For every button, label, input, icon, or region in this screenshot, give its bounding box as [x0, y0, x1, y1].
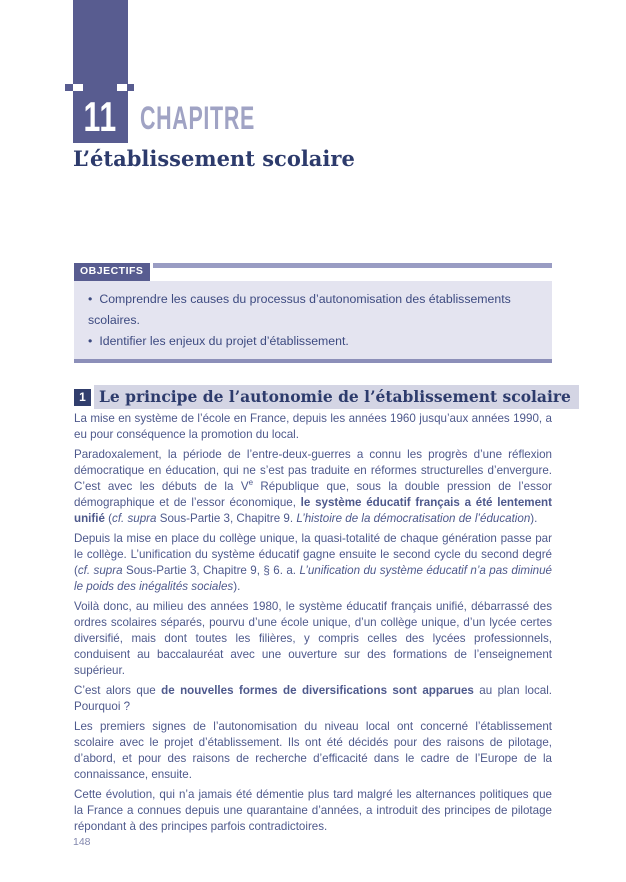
chapter-number-box	[73, 91, 128, 143]
page-number: 148	[73, 836, 91, 848]
paragraph: Cette évolution, qui n’a jamais été démentie plus tard malgré les alternances politiques que la France a connues depuis une quarantaine d’années, a introduit des principes de pilotage répondant à des principes parfois contradictoires.	[74, 788, 552, 833]
chapter-band-notch-left	[65, 84, 73, 91]
chapter-label: CHAPITRE	[140, 100, 255, 136]
chapter-number: 11	[83, 93, 118, 140]
paragraph: La mise en système de l’école en France, depuis les années 1960 jusqu’aux années 1990, a eu pour conséquence la promotion du local.	[74, 412, 552, 441]
paragraph: Paradoxalement, la période de l’entre-deux-guerres a connu les progrès d’une réflexion démocratique en éducation, qui ne s’est pas traduite en réformes structurelles d’envergure. C’est avec les débuts de la Ve République que, sous la double pression de l’essor démographique et de l’essor économique, le système éducatif français a été lentement unifié (cf. supra Sous-Partie 3, Chapitre 9. L’histoire de la démocratisation de l’éducation).	[74, 448, 552, 525]
chapter-title: L’établissement scolaire	[73, 146, 355, 171]
objectives-tab-label: OBJECTIFS	[74, 263, 150, 281]
objectives-strip-decoration	[153, 263, 552, 268]
chapter-band-notch-right	[127, 84, 134, 91]
chapter-band-notch-middle	[83, 84, 117, 91]
objective-item: • Comprendre les causes du processus d’autonomisation des établissements scolaires.	[88, 289, 538, 331]
chapter-band-decoration	[73, 0, 128, 84]
paragraph: C’est alors que de nouvelles formes de diversifications sont apparues au plan local. Pourquoi ?	[74, 684, 552, 713]
paragraph: Les premiers signes de l’autonomisation du niveau local ont concerné l’établissement scolaire avec le projet d’établissement. Ils ont été décidés pour des raisons de pilotage, d’abord, et pour des raisons de recherche d’efficacité dans le cadre de l’Europe de la connaissance, ensuite.	[74, 720, 552, 781]
paragraph: Depuis la mise en place du collège unique, la quasi-totalité de chaque génération passe par le collège. L’unification du système éducatif gagne ensuite le second cycle du second degré (cf. supra Sous-Partie 3, Chapitre 9, § 6. a. L’unification du système éducatif n’a pas diminué le poids des inégalités sociales).	[74, 532, 552, 593]
objective-item: • Identifier les enjeux du projet d’établissement.	[88, 331, 538, 352]
section-heading	[74, 385, 579, 409]
objectives-header	[74, 263, 552, 281]
section-number-badge: 1	[74, 389, 91, 406]
objectives-list	[74, 281, 552, 363]
objectives-panel	[74, 263, 552, 363]
body-text	[74, 411, 552, 839]
paragraph: Voilà donc, au milieu des années 1980, le système éducatif français unifié, débarrassé des ordres scolaires séparés, pourvu d’une école unique, d’un collège unique, d’un lycée certes diversifié, mais dont toutes les filières, y compris celles des lycées professionnels, conduisent au baccalauréat avec une ouverture sur des formations de l’enseignement supérieur.	[74, 600, 552, 677]
section-title: Le principe de l’autonomie de l’établissement scolaire	[94, 385, 579, 409]
